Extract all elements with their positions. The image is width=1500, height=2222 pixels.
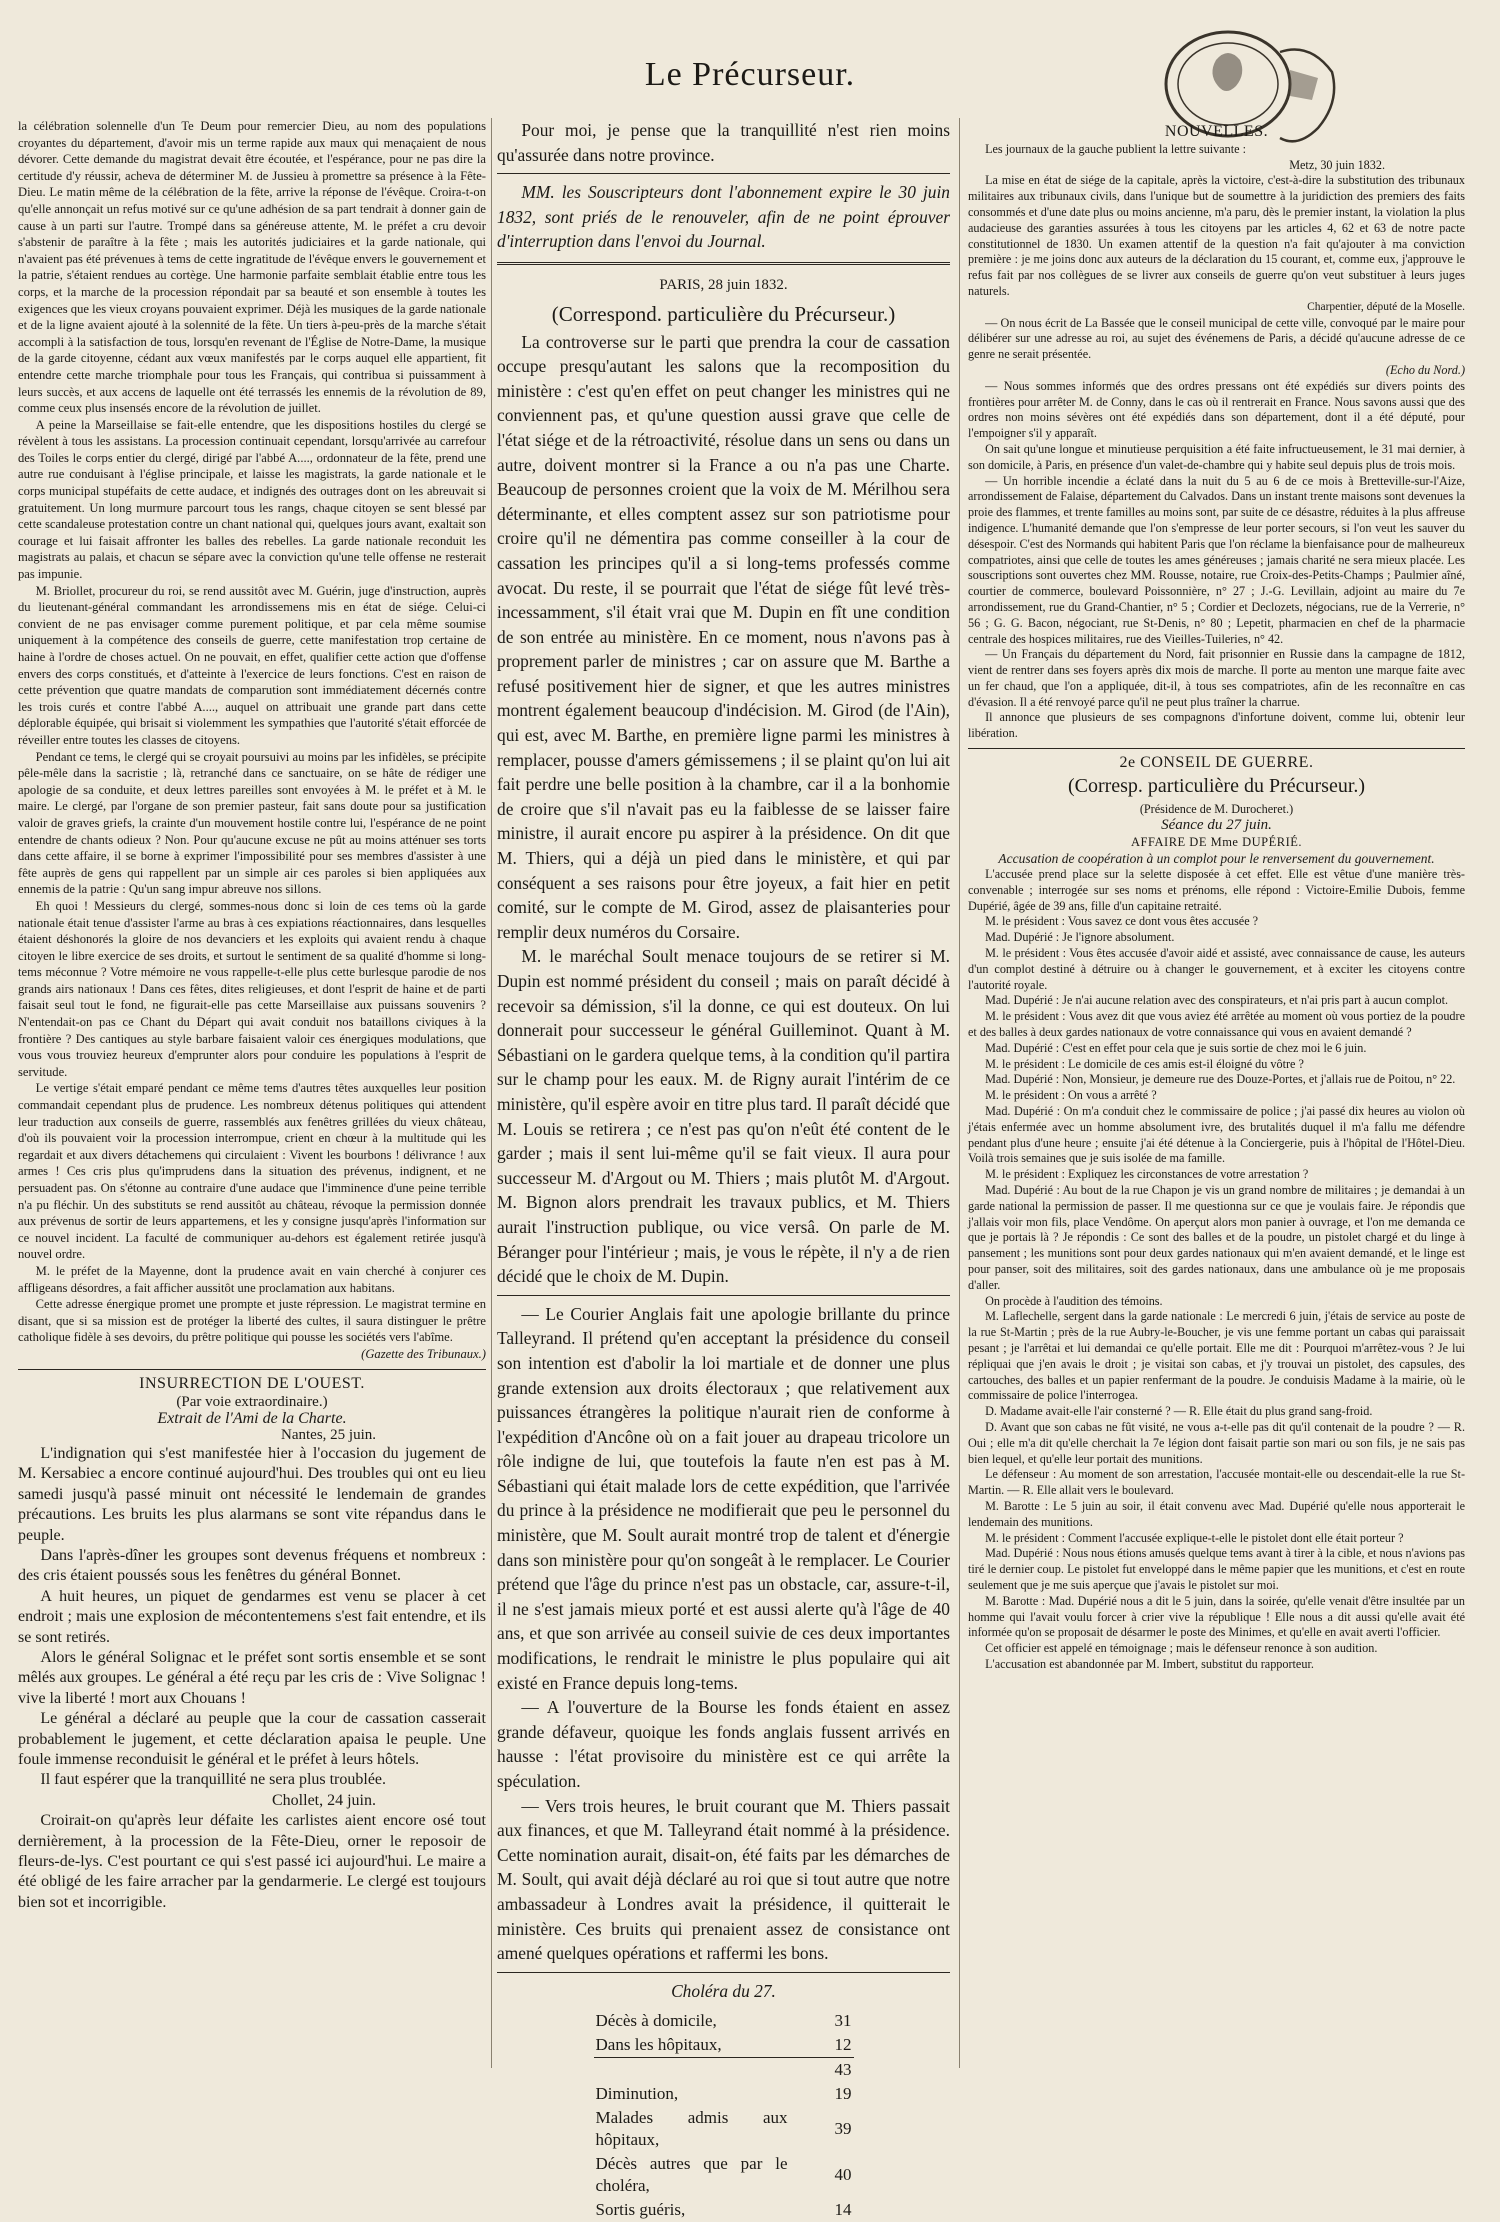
article-paragraph: A peine la Marseillaise se fait-elle entendre, que les dispositions hostiles du clergé se révèlent à tous les assistans. La procession continuait cependant, lorsqu'arrivée au carrefour des Toiles le corps entier du clergé, dirigé par l'abbé A...., ordonnateur de la fête, prend une autre rue conduisant à l'église principale, et laisse les magistrats, la garde nationale et le corps municipal stupéfaits de cette audace, et indignés des outrages dont on les abreuvait si gratuitement. Un long murmure parcourt tous les rangs, chaque citoyen se sent blessé par cette scandaleuse protestation contre un chant national qui, quelques jours avant, exaltait son courage et lui faisait affronter les balles des rebelles. La garde nationale reconduit les magistrats au palais, et chacun se sépare avec la conviction qu'une telle offense ne resterait pas impunie. [18,417,486,582]
table-row [594,2152,854,2198]
insurrection-body [18,1444,486,1913]
article-paragraph: M. le maréchal Soult menace toujours de se retirer si M. Dupin est nommé président du conseil ; mais on paraît décidé à recevoir sa démission, s'il la donne, ce qui est douteux. On lui donnerait pour successeur le général Guilleminot. Quant à M. Sébastiani on le gardera quelque tems, à la condition qu'il partira sur le champ pour les eaux. M. de Rigny aurait l'intérim de ce ministère, qu'il espère avoir en titre plus tard. Il paraît décidé que M. Louis se retirera ; ce n'est pas qu'on n'eût été content de le garder ; mais il sent lui-même qu'il se fait vieux. Il aura pour successeur M. d'Argout ou M. Thiers ; mais plutôt M. d'Argout. M. Bignon alors prendrait les travaux publics, et M. Thiers aurait l'instruction publique, ou vice versâ. On parle de M. Béranger pour l'intérieur ; mais, je vous le répète, il n'y a de rien décidé que le choix de M. Dupin. [497,946,950,1287]
article-paragraph: — Le Courier Anglais fait une apologie brillante du prince Talleyrand. Il prétend qu'en acceptant la présidence du conseil son intention est d'abolir la loi martiale et de donner une plus grande extension aux droits électoraux ; que relativement aux puissances étrangères la politique n'aurait rien de conforme à l'expédition d'Ancône où on a fait jouer au drapeau tricolore un rôle indigne de lui, que toutefois la faute n'en est pas à M. Sébastiani qui était malade lors de cette expédition, que l'arrivée du prince à la présidence ne modifierait que peu le personnel du ministère, que M. Soult aurait montré trop de talent et d'énergie dans son ministère pour qu'on songeât à le remplacer. Le Courier prétend que l'âge du prince n'est pas un obstacle, car, assure-t-il, il ne s'est jamais mieux porté et est aussi alerte qu'à l'âge de 40 ans, et que son arrivée au conseil suivie de ces deux importantes modifications, le rendrait le ministre le plus populaire qui ait existé en France depuis long-tems. [497,1303,950,1693]
cholera-title: Choléra du 27. [671,1980,776,2001]
section-rule [497,1972,950,1973]
article-paragraph: M. le président : Vous avez dit que vous aviez été arrêtée au moment où vous portiez de la poudre et des balles à deux gardes nationaux de votre connaissance qui vous en avaient demandé ? [968,1009,1465,1040]
article-paragraph: — Nous sommes informés que des ordres pressans ont été expédiés sur divers points des frontières pour arrêter M. de Conny, dans le cas où il rentrerait en France. Nous savons aussi que des ordres non moins sévères ont été expédiés dans son département, dont il a été député, pour l'empoigner s'il y apparaît. [968,378,1465,441]
table-cell: Décès à domicile, [595,2011,717,2031]
source-credit: (Echo du Nord.) [1385,362,1465,377]
article-paragraph: On procède à l'audition des témoins. [985,1293,1163,1308]
extract-line: Extrait de l'Ami de la Charte. [157,1409,347,1427]
column-divider [959,118,960,2068]
section-rule [497,262,950,265]
section-rule [968,748,1465,749]
article-paragraph: la célébration solennelle d'un Te Deum pour remercier Dieu, au nom des populations croyantes du département, d'avoir mis un terme rapide aux maux qui menaçaient de nous dévorer. Cette demande du magistrat devait être écoutée, et l'espérance, pour ne pas dire la certitude d'y réussir, acheva de déterminer M. de Jussieu à promettre sa présence à la Fête-Dieu. Le matin même de la célébration de la fête, arrive la réponse de l'évêque. Croira-t-on qu'elle annonçait un refus motivé sur ce qu'une adhésion de sa part tendrait à donner gain de cause à un parti sur l'autre. Trompé dans sa généreuse attente, M. le préfet a cru devoir s'abstenir de paraître à la fête ; mais les autorités judiciaires et la garde nationale, qui n'avaient pas été prévenues à tems de cette ingratitude de l'évêque envers le gouvernement et la patrie, s'étaient rendues au cortège. Une harmonie parfaite semblait établie entre tous les corps, et la marche de la procession répondait par sa beauté et son ensemble à toutes les exigences que les vieux croyans pouvaient exprimer. Déjà les musiques de la garde nationale et de la ligne avaient ajouté à la solennité de la fête. Un tiers à-peu-près de la marche s'était accompli à la satisfaction de tous, lorsqu'en revenant de l'Église de Notre-Dame, la musique de la garde citoyenne, cédant aux vœux manifestés par le corps auquel elle appartient, fit entendre cette marche triomphale pour tous les Français, qui contribua si puissamment à leurs succès, et aux accens de laquelle ont été terrassés les ennemis de la révolution de 89, comme ceux plus insensés encore de la révolution de juillet. [18,119,486,416]
presidence-line: (Présidence de M. Durocheret.) [1139,801,1294,816]
table-cell: Dans les hôpitaux, [595,2035,722,2055]
section-rule [497,173,950,174]
article-paragraph: M. le président : Comment l'accusée explique-t-elle le pistolet dont elle était porteur ? [985,1530,1404,1545]
section-heading: 2e CONSEIL DE GUERRE. [1119,754,1314,772]
article-paragraph: L'accusation est abandonnée par M. Imbert, substitut du rapporteur. [985,1656,1314,1671]
table-row [594,2082,854,2106]
table-cell: 14 [834,2200,852,2220]
article-paragraph: M. le président : Expliquez les circonstances de votre arrestation ? [985,1167,1309,1182]
article-paragraph: Alors le général Solignac et le préfet sont sortis ensemble et se sont mêlés aux groupes. Le général a été reçu par les cris de : Vive Solignac ! vive la liberté ! mort aux Chouans ! [18,1648,486,1707]
article-paragraph: M. le président : Vous savez ce dont vous êtes accusée ? [985,914,1259,929]
article-paragraph: Croirait-on qu'après leur défaite les carlistes aient encore osé tout dernièrement, à la procession de la Fête-Dieu, orner le reposoir de fleurs-de-lys. C'est pourtant ce qui s'est passé ici aujourd'hui. Le maire a été obligé de les faire arracher par la gendarmerie. Le clergé est toujours bien sot et incorrigible. [18,1812,486,1911]
article-paragraph: M. Barotte : Mad. Dupérié nous a dit le 5 juin, dans la soirée, qu'elle venait d'être insultée par un homme qui l'avait voulu forcer à crier vive la république ! Elle nous a dit aussi qu'elle avait été informée qu'on se proposait de désarmer le poste des Minimes, et qu'elle en avait averti l'officier. [968,1593,1465,1640]
article-paragraph: M. le préfet de la Mayenne, dont la prudence avait en vain cherché à conjurer ces affligeans désordres, a fait afficher aussitôt une proclamation aux habitans. [18,1263,486,1295]
article-paragraph: — Vers trois heures, le bruit courant que M. Thiers passait aux finances, et que M. Talleyrand était nommé à la présidence. Cette nomination aurait, disait-on, été faits par les démarches de M. Soult, qui avait déjà déclaré au roi que si tout autre que notre ambassadeur à Londres avait la présidence, il quitterait le ministère. Ces bruits qui prenaient assez de consistance ont amené quelques opérations et raffermi les bons. [497,1795,950,1964]
article-paragraph: D. Madame avait-elle l'air consterné ? — R. Elle était du plus grand sang-froid. [985,1404,1373,1419]
column-3 [968,118,1465,2068]
article-paragraph: — A l'ouverture de la Bourse les fonds étaient en assez grande défaveur, quoique les fonds anglais fussent arrivés en hausse : l'état provisoire du ministère est ce qui arrête la spéculation. [497,1697,950,1791]
article-paragraph: M. le président : Le domicile de ces amis est-il éloigné du vôtre ? [985,1056,1304,1071]
article-paragraph: Cette adresse énergique promet une prompte et juste répression. Le magistrat termine en disant, que si sa mission est de protéger la liberté des cultes, il saura distinguer le prêtre catholique fidèle à ses devoirs, du prêtre politique qui pousse les sociétés vers l'abîme. [18,1297,486,1345]
column-2 [497,118,950,2220]
section-rule [497,1295,950,1296]
table-cell: 40 [834,2165,852,2185]
table-row [594,2198,854,2222]
correspondence-heading: (Corresp. particulière du Précurseur.) [1067,774,1366,797]
article-paragraph: Il annonce que plusieurs de ses compagnons d'infortune doivent, comme lui, obtenir leur libération. [968,710,1465,741]
dateline: Nantes, 25 juin. [281,1427,376,1444]
signature: Charpentier, député de la Moselle. [1307,300,1465,313]
correspondence-heading: (Correspond. particulière du Précurseur.) [551,301,896,326]
source-credit: (Gazette des Tribunaux.) [361,1346,486,1361]
table-row [594,2033,854,2058]
article-paragraph: Mad. Dupérié : Nous nous étions amusés quelque tems avant à tirer à la cible, et nous n'avions pas tiré le dernier coup. Le pistolet fut enveloppé dans le même papier que les munitions, et c'est en route seulement que je me suis aperçue que j'avais le pistolet sur moi. [968,1546,1465,1592]
article-paragraph: On sait qu'une longue et minutieuse perquisition a été faite infructueusement, le 31 mai dernier, à son domicile, à Paris, en présence d'un valet-de-chambre qui y habite seul depuis plus de trois mois. [968,441,1465,472]
table-row [594,2009,854,2033]
dateline: Metz, 30 juin 1832. [1289,157,1385,172]
table-cell: Malades admis aux hôpitaux, [595,2108,788,2150]
article-paragraph: M. Laflechelle, sergent dans la garde nationale : Le mercredi 6 juin, j'étais de service au poste de la rue St-Martin ; près de la rue Aubry-le-Boucher, je vis une femme portant un cabas qui paraissait pesant ; je l'arrêtai et lui demandai ce qu'elle portait. Elle me dit : Pourquoi m'arrêtez-vous ? Je lui répliquai que j'en avais le droit ; je visitai son cabas, et j'y trouvai un pistolet, des capsules, des cartouches, des balles et un papier renfermant de la poudre. Je conduisis Madame à la mairie, où le commissaire de police l'interrogea. [968,1309,1465,1403]
article-paragraph: Mad. Dupérié : Je n'ai aucune relation avec des conspirateurs, et n'ai pris part à aucun complot. [985,993,1449,1008]
table-row [594,2106,854,2152]
table-cell: 43 [790,2058,854,2083]
dateline: PARIS, 28 juin 1832. [659,276,788,293]
article-paragraph: M. le président : On vous a arrêté ? [985,1088,1157,1103]
article-paragraph: A huit heures, un piquet de gendarmes est venu se placer à cet endroit ; mais une explosion de mécontentemens s'est fait entendre, et ils se sont retirés. [18,1587,486,1646]
section-rule [18,1369,486,1370]
article-paragraph: Mad. Dupérié : Non, Monsieur, je demeure rue des Douze-Portes, et j'allais rue de Poitou, n° 22. [985,1072,1456,1087]
article-paragraph: — On nous écrit de La Bassée que le conseil municipal de cette ville, convoqué par le maire pour délibérer sur une adresse au roi, au sujet des événemens de Paris, a décidé qu'aucune adresse de ce genre ne serait présentée. [968,315,1465,362]
article-paragraph: La controverse sur le parti que prendra la cour de cassation occupe presqu'autant les salons que la recomposition du ministère : c'est qu'en effet on peut changer les ministres qui ne conviennent pas, et qu'une question aussi grave que celle de l'état siége et de la rétroactivité, résolue dans un sens ou dans un autre, doivent montrer si la France a ou n'a pas une Charte. Beaucoup de personnes croient que la voix de M. Mérilhou sera déterminante, et elles comptent assez sur son patriotisme pour croire qu'il ne démentira pas comme conseiller à la cour de cassation les principes qu'il a si long-tems professés comme avocat. Du reste, il se pourrait que l'état de siége fût levé très-incessamment, s'il était vrai que M. Dupin en fît une condition de son entrée au ministère. En ce moment, nous n'avons pas à proprement parler de ministres ; car on assure que M. Barthe a refusé positivement hier de signer, et que les autres ministres montrent également beaucoup d'indécision. M. Girod (de l'Ain), qui est, avec M. Barthe, en première ligne parmi les ministres à remplacer, pousse d'amers gémissemens ; il se plaint qu'on lui ait fait perdre une belle position à la chambre, car il a la bonhomie de croire que s'il n'avait pas eu la faiblesse de se laisser faire ministre, il aurait encore pu aspirer à la présidence. On dit que M. Thiers, qui a déjà un pied dans le ministère, et qui par conséquent a ses raisons pour être joyeux, a fait hier en petit comité, sur le compte de M. Girod, assez de plaisanteries pour remplir deux numéros du Corsaire. [497,331,950,942]
dateline: Chollet, 24 juin. [272,1791,376,1809]
table-cell: 31 [834,2011,852,2031]
table-cell: Diminution, [595,2084,679,2104]
accusation-line: Accusation de coopération à un complot pour le renversement du gouvernement. [998,851,1435,867]
article-paragraph: L'accusée prend place sur la selette disposée à cet effet. Elle est vêtue d'une manière très-convenable ; interrogée sur ses noms et prénoms, elle répond : Victoire-Emilie Dubois, femme Dupérié, âgée de 39 ans, fille d'un capitaine retraité. [968,867,1465,913]
article-paragraph: D. Avant que son cabas ne fût visité, ne vous a-t-elle pas dit qu'il contenait de la poudre ? — R. Oui ; elle m'a dit qu'elle cherchait la 7e légion dont faisait partie son mari ou son fils, je ne sais pas bien lequel, et qu'elle leur portait des munitions. [968,1419,1465,1466]
article-paragraph: Mad. Dupérié : On m'a conduit chez le commissaire de police ; j'ai passé dix heures au violon où j'étais enfermée avec un homme absolument ivre, des brutalités duquel il m'a fallu me défendre pendant plus d'une heure ; ensuite j'ai été détenue à la Conciergerie, puis à l'hôpital de l'Hôtel-Dieu. Voilà trois semaines que je suis isolée de ma famille. [968,1104,1465,1166]
article-paragraph: Mad. Dupérié : Je l'ignore absolument. [985,930,1175,945]
table-cell: 19 [834,2084,852,2104]
article-paragraph: M. Briollet, procureur du roi, se rend aussitôt avec M. Guérin, juge d'instruction, auprès du lieutenant-général commandant les arrondissemens mis en état de siége. Celui-ci convient de ne pas envisager comme purement politique, et par cela même soumise uniquement à la compétence des conseils de guerre, cette manifestation trop certaine de haine à l'ordre de choses actuel. On ne pouvait, en effet, qualifier cette action que d'offense envers des corps constitués, et d'atteinte à l'exercice de leurs fonctions. C'est en raison de cette prévention que quatre mandats de comparution sont immédiatement décernés contre les trois curés et contre l'abbé A...., auquel on attribuait une grande part dans cette déplorable équipée, qui brisait si violemment les sympathies que l'autorité s'était efforcée de réveiller entre toutes les classes de citoyens. [18,583,486,747]
subscription-notice: MM. les Souscripteurs dont l'abonnement expire le 30 juin 1832, sont priés de le renouveler, afin de ne point éprouver d'interruption dans l'envoi du Journal. [497,182,950,252]
article-paragraph: Eh quoi ! Messieurs du clergé, sommes-nous donc si loin de ces tems où la garde nationale était tenue d'assister l'arme au bras à ces expiations réactionnaires, dans lesquelles étaient déshonorés la gloire de nos devanciers et les exploits qui avaient rendu à chaque citoyen le libre exercice de ses droits, et surtout le sentiment de sa qualité d'homme si long-tems méconnue ? Votre mémoire ne vous rappelle-t-elle plus cette burlesque parodie de nos grands airs nationaux ! Dans ces fêtes, dites religieuses, et dont l'esprit de haine et de parti faisait seul tout le fond, ne figurait-elle pas cette Marseillaise aux puissans souvenirs ? N'entendait-on pas ce Chant du Départ qui avait conduit nos bataillons civiques à la frontière ? Des cantiques au style barbare faisaient valoir ces énergiques modulations, que vous vous trouviez heureux d'emprunter alors pour conduire les populations à l'esprit de servitude. [18,898,486,1079]
article-paragraph: Mad. Dupérié : Au bout de la rue Chapon je vis un grand nombre de militaires ; je demandai à un garde national la permission de passer. Il me questionna sur ce que je voulais faire. Je répondis que j'allais voir mon fils, place Vendôme. On aperçut alors mon panier à ouvrage, et l'on me demanda ce que je portais là ? Je répondis : Ce sont des balles et de la poudre, un pistolet chargé et du linge à pansement ; les munitions sont pour deux gardes nationaux qui m'en avaient demandé, et le linge est pour panser, soit des militaires, soit des gardes nationaux, dans une ambulance où je me proposais d'aller. [968,1183,1465,1292]
section-subheading: (Par voie extraordinaire.) [176,1394,328,1411]
article-paragraph: M. le président : Vous êtes accusée d'avoir aidé et assisté, avec connaissance de cause, les auteurs d'un complot destiné à détruire ou à changer le gouvernement, et à exciter les citoyens contre l'autorité royale. [968,946,1465,992]
article-paragraph: Le vertige s'était emparé pendant ce même tems d'autres têtes auxquelles leur position commandait cependant plus de prudence. Les nombreux détenus politiques qui attendent leur traduction aux conseils de guerre, rassemblés aux fenêtres grillées du vieux château, d'où ils pouvaient voir la procession interrompue, crient en chœur à la multitude qui les regardait et aux divers détachemens qui circulaient : Vivent les bourbons ! délivrance ! aux armes ! Ces cris plus qu'imprudens dans la situation des prévenus, indignent, et ne persuadent pas. On s'étonne au contraire d'une audace que l'imminence d'une peine terrible n'a pu fléchir. Un des substituts se rend aussitôt au château, révoque la permission donnée aux prévenus de sortir de leurs appartemens, et les y consigne jusqu'après l'information sur ce nouvel incident. La faculté de communiquer au-dehors est également retirée jusqu'à nouvel ordre. [18,1081,486,1262]
table-cell: Sortis guéris, [595,2200,686,2220]
seance-line: Séance du 27 juin. [1161,816,1272,833]
column-divider [491,118,492,2068]
article-paragraph: Pour moi, je pense que la tranquillité n'est rien moins qu'assurée dans notre province. [497,120,950,165]
article-paragraph: M. Barotte : Le 5 juin au soir, il était convenu avec Mad. Dupérié qu'elle nous apporterait le lendemain des munitions. [968,1498,1465,1529]
masthead-title: Le Précurseur. [644,56,856,93]
column-1 [18,118,486,2068]
article-paragraph: Il faut espérer que la tranquillité ne sera plus troublée. [40,1771,387,1789]
article-paragraph: L'indignation qui s'est manifestée hier à l'occasion du jugement de M. Kersabiec a encore continué aujourd'hui. Des troubles qui ont eu lieu samedi jusqu'à passé minuit ont nécessité le lendemain de grandes précautions. Les bruits les plus alarmans se sont vite répandus dans le peuple. [18,1444,486,1544]
article-paragraph: Les journaux de la gauche publient la lettre suivante : [985,141,1247,156]
article-paragraph: Mad. Dupérié : C'est en effet pour cela que je suis sortie de chez moi le 6 juin. [985,1040,1367,1055]
table-cell: Décès autres que par le choléra, [595,2154,788,2196]
article-paragraph: — Un horrible incendie a éclaté dans la nuit du 5 au 6 de ce mois à Bretteville-sur-l'Aize, arrondissement de Falaise, département du Calvados. Dans un instant trente maisons sont devenues la proie des flammes, et trente familles au moins sont, par suite de ce désastre, réduites à la plus affreuse indigence. L'humanité demande que l'on s'empresse de leur porter secours, si l'on veut les sauver du désespoir. C'est des Normands qui habitent Paris que l'on réclame la bienfaisance pour de malheureux compatriotes, ainsi que celle de toutes les ames généreuses ; jamais charité ne sera mieux placée. Les souscriptions sont ouvertes chez MM. Rousse, notaire, rue Croix-des-Petits-Champs ; Paulmier aîné, courtier de commerce, boulevard Poissonnière, n° 27 ; J.-G. Levillain, adjoint au maire du 7e arrondissement, rue du Grand-Chantier, n° 5 ; Cordier et Declozets, négocians, rue de la Verrerie, n° 56 ; G. G. Bacon, négociant, rue St-Denis, n° 80 ; Lepetit, pharmacien en chef de la pharmacie centrale des hospices militaires, rue des Vieilles-Tuileries, n° 42. [968,473,1465,646]
table-row [594,2058,854,2083]
section-heading: NOUVELLES. [1164,123,1269,140]
article-paragraph: Cet officier est appelé en témoignage ; mais le défenseur renonce à son audition. [985,1641,1378,1656]
cholera-table [594,2009,854,2222]
article-paragraph: Le défenseur : Au moment de son arrestation, l'accusée montait-elle ou descendait-elle la rue St-Martin. — R. Elle allait vers le boulevard. [968,1467,1465,1498]
affaire-heading: AFFAIRE DE Mme DUPÉRIÉ. [1131,835,1302,850]
table-cell: 39 [834,2119,852,2139]
article-paragraph: La mise en état de siége de la capitale, après la victoire, c'est-à-dire la substitution des tribunaux militaires aux tribunaux civils, dans l'unique but de soumettre à la juridiction des premiers des faits consommés et d'une date plus ou moins ancienne, m'a paru, dès le premier instant, la violation la plus audacieuse des garanties assurées à tous les citoyens par les articles 4, 62 et 63 de notre pacte constitutionnel de 1830. Un examen attentif de la question n'a fait qu'ajouter à ma conviction première : je me joins donc aux auteurs de la déclaration du 15 courant, et, comme eux, j'approuve le refus fait par nos collègues de se livrer aux conseils de guerre qu'on veut substituer à leurs juges naturels. [968,173,1465,298]
table-cell: 12 [834,2035,852,2055]
article-paragraph: Dans l'après-dîner les groupes sont devenus fréquens et nombreux : des cris étaient poussés sous les fenêtres du général Bonnet. [18,1546,486,1585]
article-paragraph: Pendant ce tems, le clergé qui se croyait poursuivi au moins par les infidèles, se précipite pêle-mêle dans la sacristie ; là, retranché dans ce sanctuaire, on se hâte de rédiger une apologie de sa conduite, et deux lettres pareilles sont envoyées à M. le préfet et à M. le maire. Le clergé, par l'organe de son premier pasteur, fait sans doute pour sa justification valoir de graves griefs, la crainte d'un mouvement hostile contre lui, l'espérance de ne point entendre de chants odieux ? Non. Pour qu'aucune excuse ne pût au moins atténuer ses torts dans cette affaire, il se borne à exprimer l'impossibilité pour ses membres d'assister à une fête auprès de gens qui rappellent par un simple air ces paroles si bien appliquées aux ennemis de la patrie : Qu'un sang impur abreuve nos sillons. [18,749,486,897]
article-paragraph: Le général a déclaré au peuple que la cour de cassation casserait probablement le jugement, et cette déclaration apaisa le peuple. Une foule immense reconduisit le général et le préfet à leurs hôtels. [18,1710,486,1768]
article-paragraph: — Un Français du département du Nord, fait prisonnier en Russie dans la campagne de 1812, vient de rentrer dans ses foyers après dix mois de marche. Il porte au menton une marque faite avec un fer chaud, que l'on a appliquée, dit-il, à tous ses compatriotes, afin de les reconnaître en cas d'évasion. Il a été renvoyé parce qu'il ne peut plus traîner la charrue. [968,647,1465,709]
section-heading: INSURRECTION DE L'OUEST. [139,1374,365,1392]
